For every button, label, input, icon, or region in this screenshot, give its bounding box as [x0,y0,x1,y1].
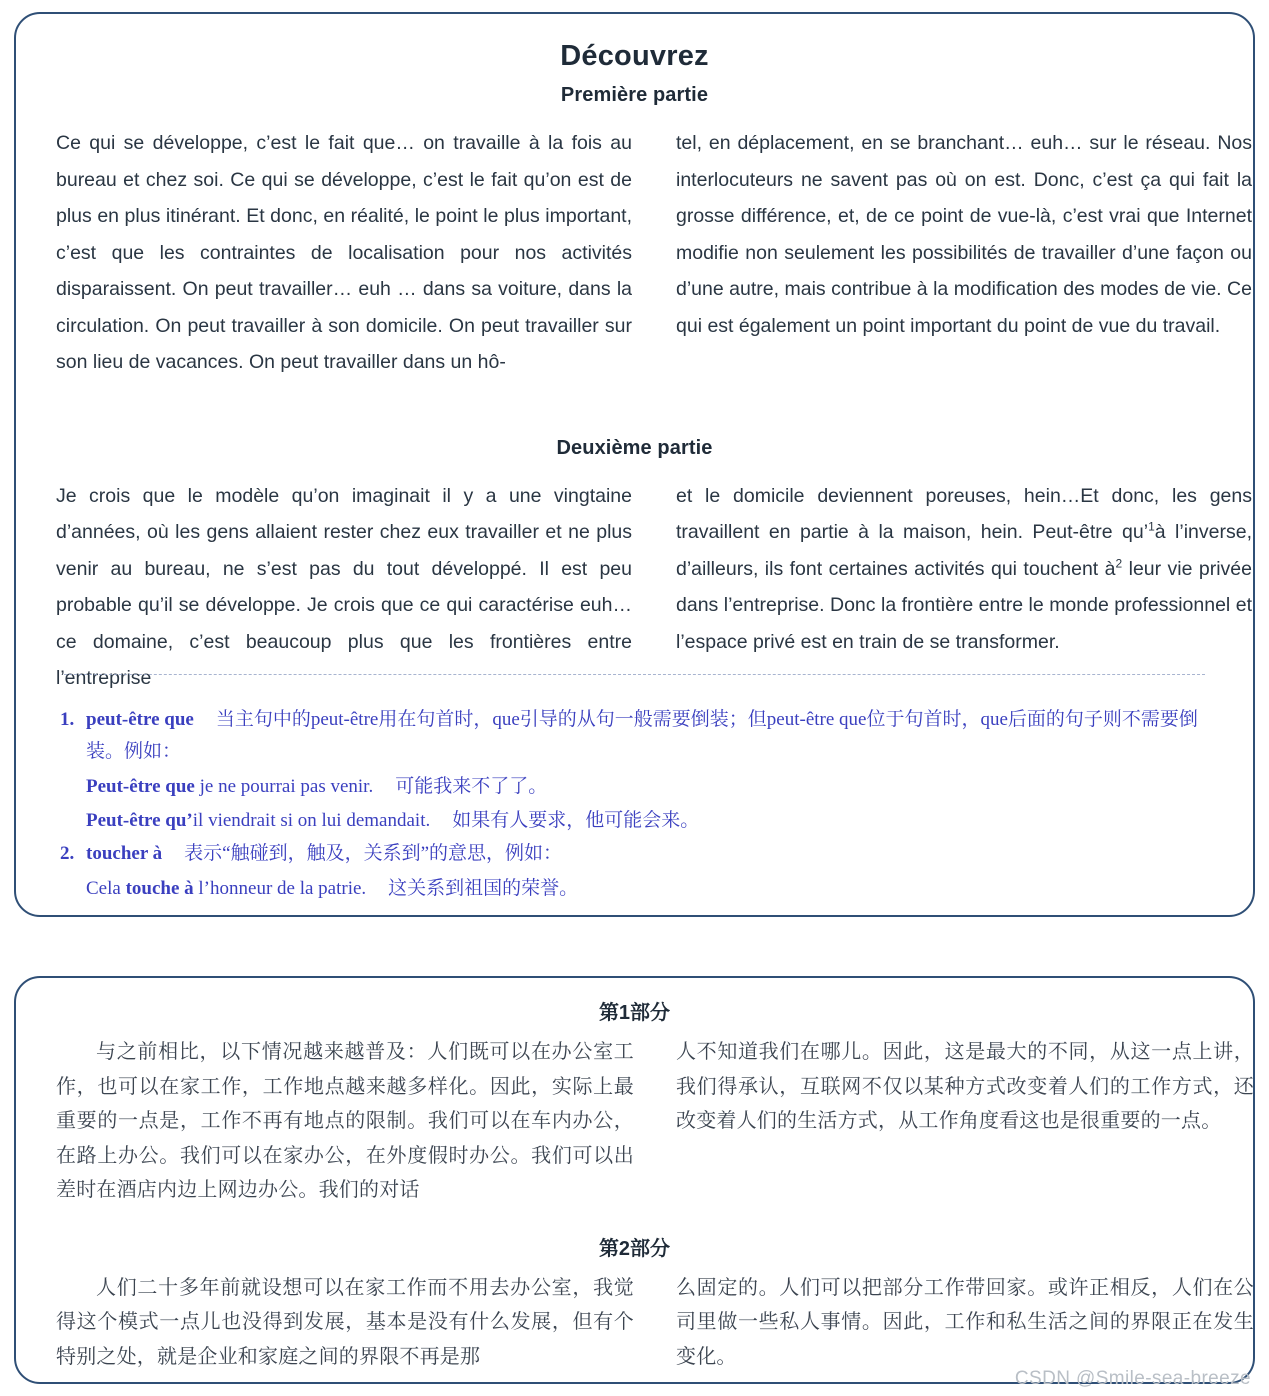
part2-left-column [56,478,632,697]
part2-columns [16,478,1253,697]
footnote-number-1: 1. [60,709,75,730]
chinese-part2-right-column [676,1271,1254,1375]
part1-right-text: tel, en déplacement, en se branchant… euh… sur le réseau. Nos interlocuteurs ne savent pas où on est. Donc, c’est ça qui fait la grosse différence, et, de ce point de vue-là, c’est vrai que Internet modifie non seulement les possibilités de travailler d’une façon ou d’une autre, mais contribue à la modification des modes de vie. Ce qui est également un point important du point de vue du travail. [676,132,1252,337]
part2-right-text-a: et le domicile deviennent poreuses, hein…Et donc, les gens travaillent en partie à la maison, hein. Peut-être qu’ [676,484,1252,543]
footnote-example-translation-1-2: 如果有人要求，他可能会来。 [452,810,700,831]
footnote-example-rest-2-1: l’honneur de la patrie. [193,878,367,899]
chinese-part2-left-column [56,1271,634,1375]
part2-right-text-c: leur vie privée dans l’entreprise. Donc la frontière entre le monde professionnel et l’espace privé est en train de se transformer. [676,557,1252,653]
footnote-term-2: toucher à [86,843,163,864]
csdn-watermark: CSDN @Smile-sea-breeze [1014,1368,1251,1389]
part1-columns [16,125,1253,381]
part2-right-text [676,478,1252,661]
footnote-ref-1: 1 [1148,519,1155,534]
footnote-example-1-2 [60,804,1213,838]
footnote-ref-2: 2 [1115,556,1123,570]
chinese-part2-left-text: 人们二十多年前就设想可以在家工作而不用去办公室，我觉得这个模式一点儿也没得到发展，基本是没有什么发展，但有个特别之处，就是企业和家庭之间的界限不再是那 [56,1276,634,1368]
chinese-translation-panel [14,976,1255,1384]
page-title: Découvrez [560,40,709,72]
chinese-part2-right-text: 么固定的。人们可以把部分工作带回家。或许正相反，人们在公司里做一些私人事情。因此，工作和私生活之间的界限正在发生变化。 [676,1276,1254,1368]
heading-premiere-partie: Première partie [560,84,709,106]
footnote-example-2-1 [60,872,1213,906]
footnote-explanation-1: 当主句中的peut-être用在句首时，que引导的从句一般需要倒装；但peut-être que位于句首时，que后面的句子则不需要倒装。例如： [86,709,1198,762]
footnote-term-1: peut-être que [86,709,194,730]
chinese-part1-right-text: 人不知道我们在哪儿。因此，这是最大的不同，从这一点上讲，我们得承认，互联网不仅以某种方式改变着人们的工作方式，还改变着人们的生活方式，从工作角度看这也是很重要的一点。 [676,1041,1254,1132]
footnote-body-2 [86,838,1213,870]
footnote-number-2: 2. [60,843,75,864]
part2-left-text: Je crois que le modèle qu’on imaginait il y a une vingtaine d’années, où les gens allaient rester chez eux travailler et ne plus venir au bureau, ne s’est pas du tout développé. Il est peu probable qu’il se développe. Je crois que ce qui caractérise euh… ce domaine, c’est beaucoup plus que les frontières entre l’entreprise [56,484,632,689]
footnote-body-1 [86,704,1213,768]
chinese-part1-columns [16,1035,1253,1208]
part2-right-text-b: à l’inverse, d’ailleurs, ils font certaines activités qui touchent à [676,521,1252,580]
footnote-example-bold-1-2: Peut-être qu’ [86,810,193,831]
part1-left-text: Ce qui se développe, c’est le fait que… on travaille à la fois au bureau et chez soi. Ce qui se développe, c’est le fait qu’on est de plus en plus itinérant. Et donc, en réalité, le point le plus important, c’est que les contraintes de localisation pour nos activités disparaissent. On peut travailler… euh … dans sa voiture, dans la circulation. On peut travailler à son domicile. On peut travailler sur son lieu de vacances. On peut travailler dans un hô- [56,132,632,373]
part1-right-column [676,125,1252,381]
chinese-part1-left-text: 与之前相比，以下情况越来越普及：人们既可以在办公室工作，也可以在家工作，工作地点越来越多样化。因此，实际上最重要的一点是，工作不再有地点的限制。我们可以在车内办公，在路上办公。我们可以在家办公，在外度假时办公。我们可以出差时在酒店内边上网边办公。我们的对话 [56,1041,634,1201]
footnote-item-2 [60,838,1213,870]
heading-chinese-part-1: 第1部分 [598,1002,671,1024]
footnote-example-translation-1-1: 可能我来不了了。 [395,776,548,797]
footnote-example-translation-2-1: 这关系到祖国的荣誉。 [388,878,579,899]
footnote-example-1-1 [60,770,1213,804]
footnotes-list [60,704,1213,906]
heading-chinese-part-2: 第2部分 [598,1237,671,1260]
footnote-example-rest-1-2: il viendrait si on lui demandait. [192,810,431,831]
notes-divider [64,674,1205,675]
footnote-example-prefix-2-1: Cela [86,878,126,899]
footnote-item-1 [60,704,1213,768]
part2-right-column [676,478,1252,697]
french-transcript-panel [14,12,1255,917]
footnote-example-rest-1-1: je ne pourrai pas venir. [194,776,374,797]
chinese-part2-columns [16,1271,1253,1375]
part1-left-column [56,125,632,381]
footnote-explanation-2: 表示“触碰到，触及，关系到”的意思，例如： [184,843,563,864]
footnote-example-bold-2-1: touche à [125,878,194,899]
chinese-part1-left-column [56,1035,634,1208]
heading-deuxieme-partie: Deuxième partie [556,436,713,459]
footnote-example-bold-1-1: Peut-être que [86,776,195,797]
chinese-part1-right-column [676,1035,1254,1208]
